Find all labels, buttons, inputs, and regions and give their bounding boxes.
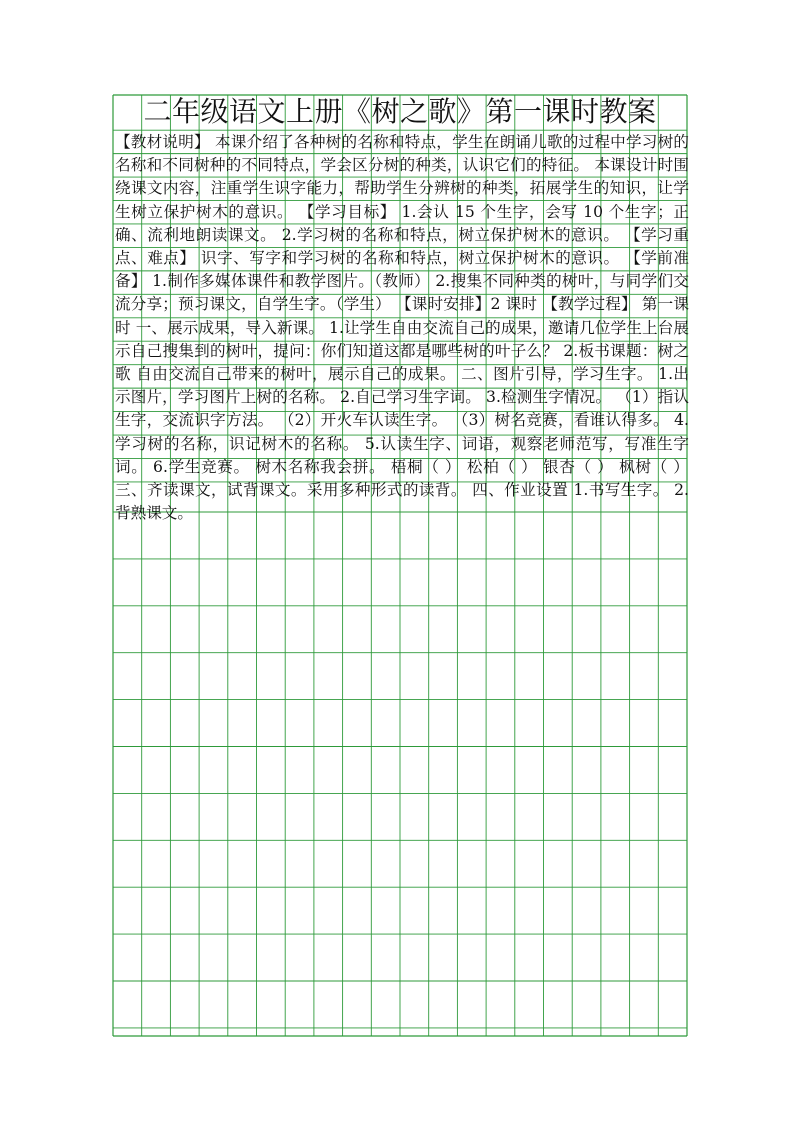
document-title: 二年级语文上册《树之歌》第一课时教案	[143, 95, 657, 128]
lesson-plan-body: 【教材说明】 本课介绍了各种树的名称和特点，学生在朗诵儿歌的过程中学习树的名称和不同树种的不同特点，学会区分树的种类，认识它们的特征。 本课设计时围绕课文内容，注重学生识字能力，帮助学生分辨树的种类，拓展学生的知识，让学生树立保护树木的意识。 【学习目标】 1.会认 15 个生字，会写 10 个生字；正确、流利地朗读课文。 2.学习树的名称和特点，树立保护树木的意识。 【学习重点、难点】 识字、写字和学习树的名称和特点，树立保护树木的意识。 【学前准备】 1.制作多媒体课件和教学图片。（教师） 2.搜集不同种类的树叶，与同学们交流分享；预习课文，自学生字。（学生） 【课时安排】2 课时 【教学过程】 第一课时 一、展示成果，导入新课。 1.让学生自由交流自己的成果，邀请几位学生上台展示自己搜集到的树叶，提问：你们知道这都是哪些树的叶子么？ 2.板书课题：树之歌 自由交流自己带来的树叶，展示自己的成果。 二、图片引导，学习生字。 1.出示图片，学习图片上树的名称。 2.自己学习生字词。 3.检测生字情况。 （1）指认生字，交流识字方法。 （2）开火车认读生字。 （3）树名竞赛，看谁认得多。 4.学习树的名称，识记树木的名称。 5.认读生字、词语，观察老师范写，写准生字词。 6.学生竞赛。 树木名称我会拼。 梧桐（ ） 松柏（ ） 银杏（ ） 枫树（ ） 三、齐读课文，试背课文。采用多种形式的读背。 四、作业设置 1.书写生字。 2.背熟课文。	[115, 133, 689, 523]
